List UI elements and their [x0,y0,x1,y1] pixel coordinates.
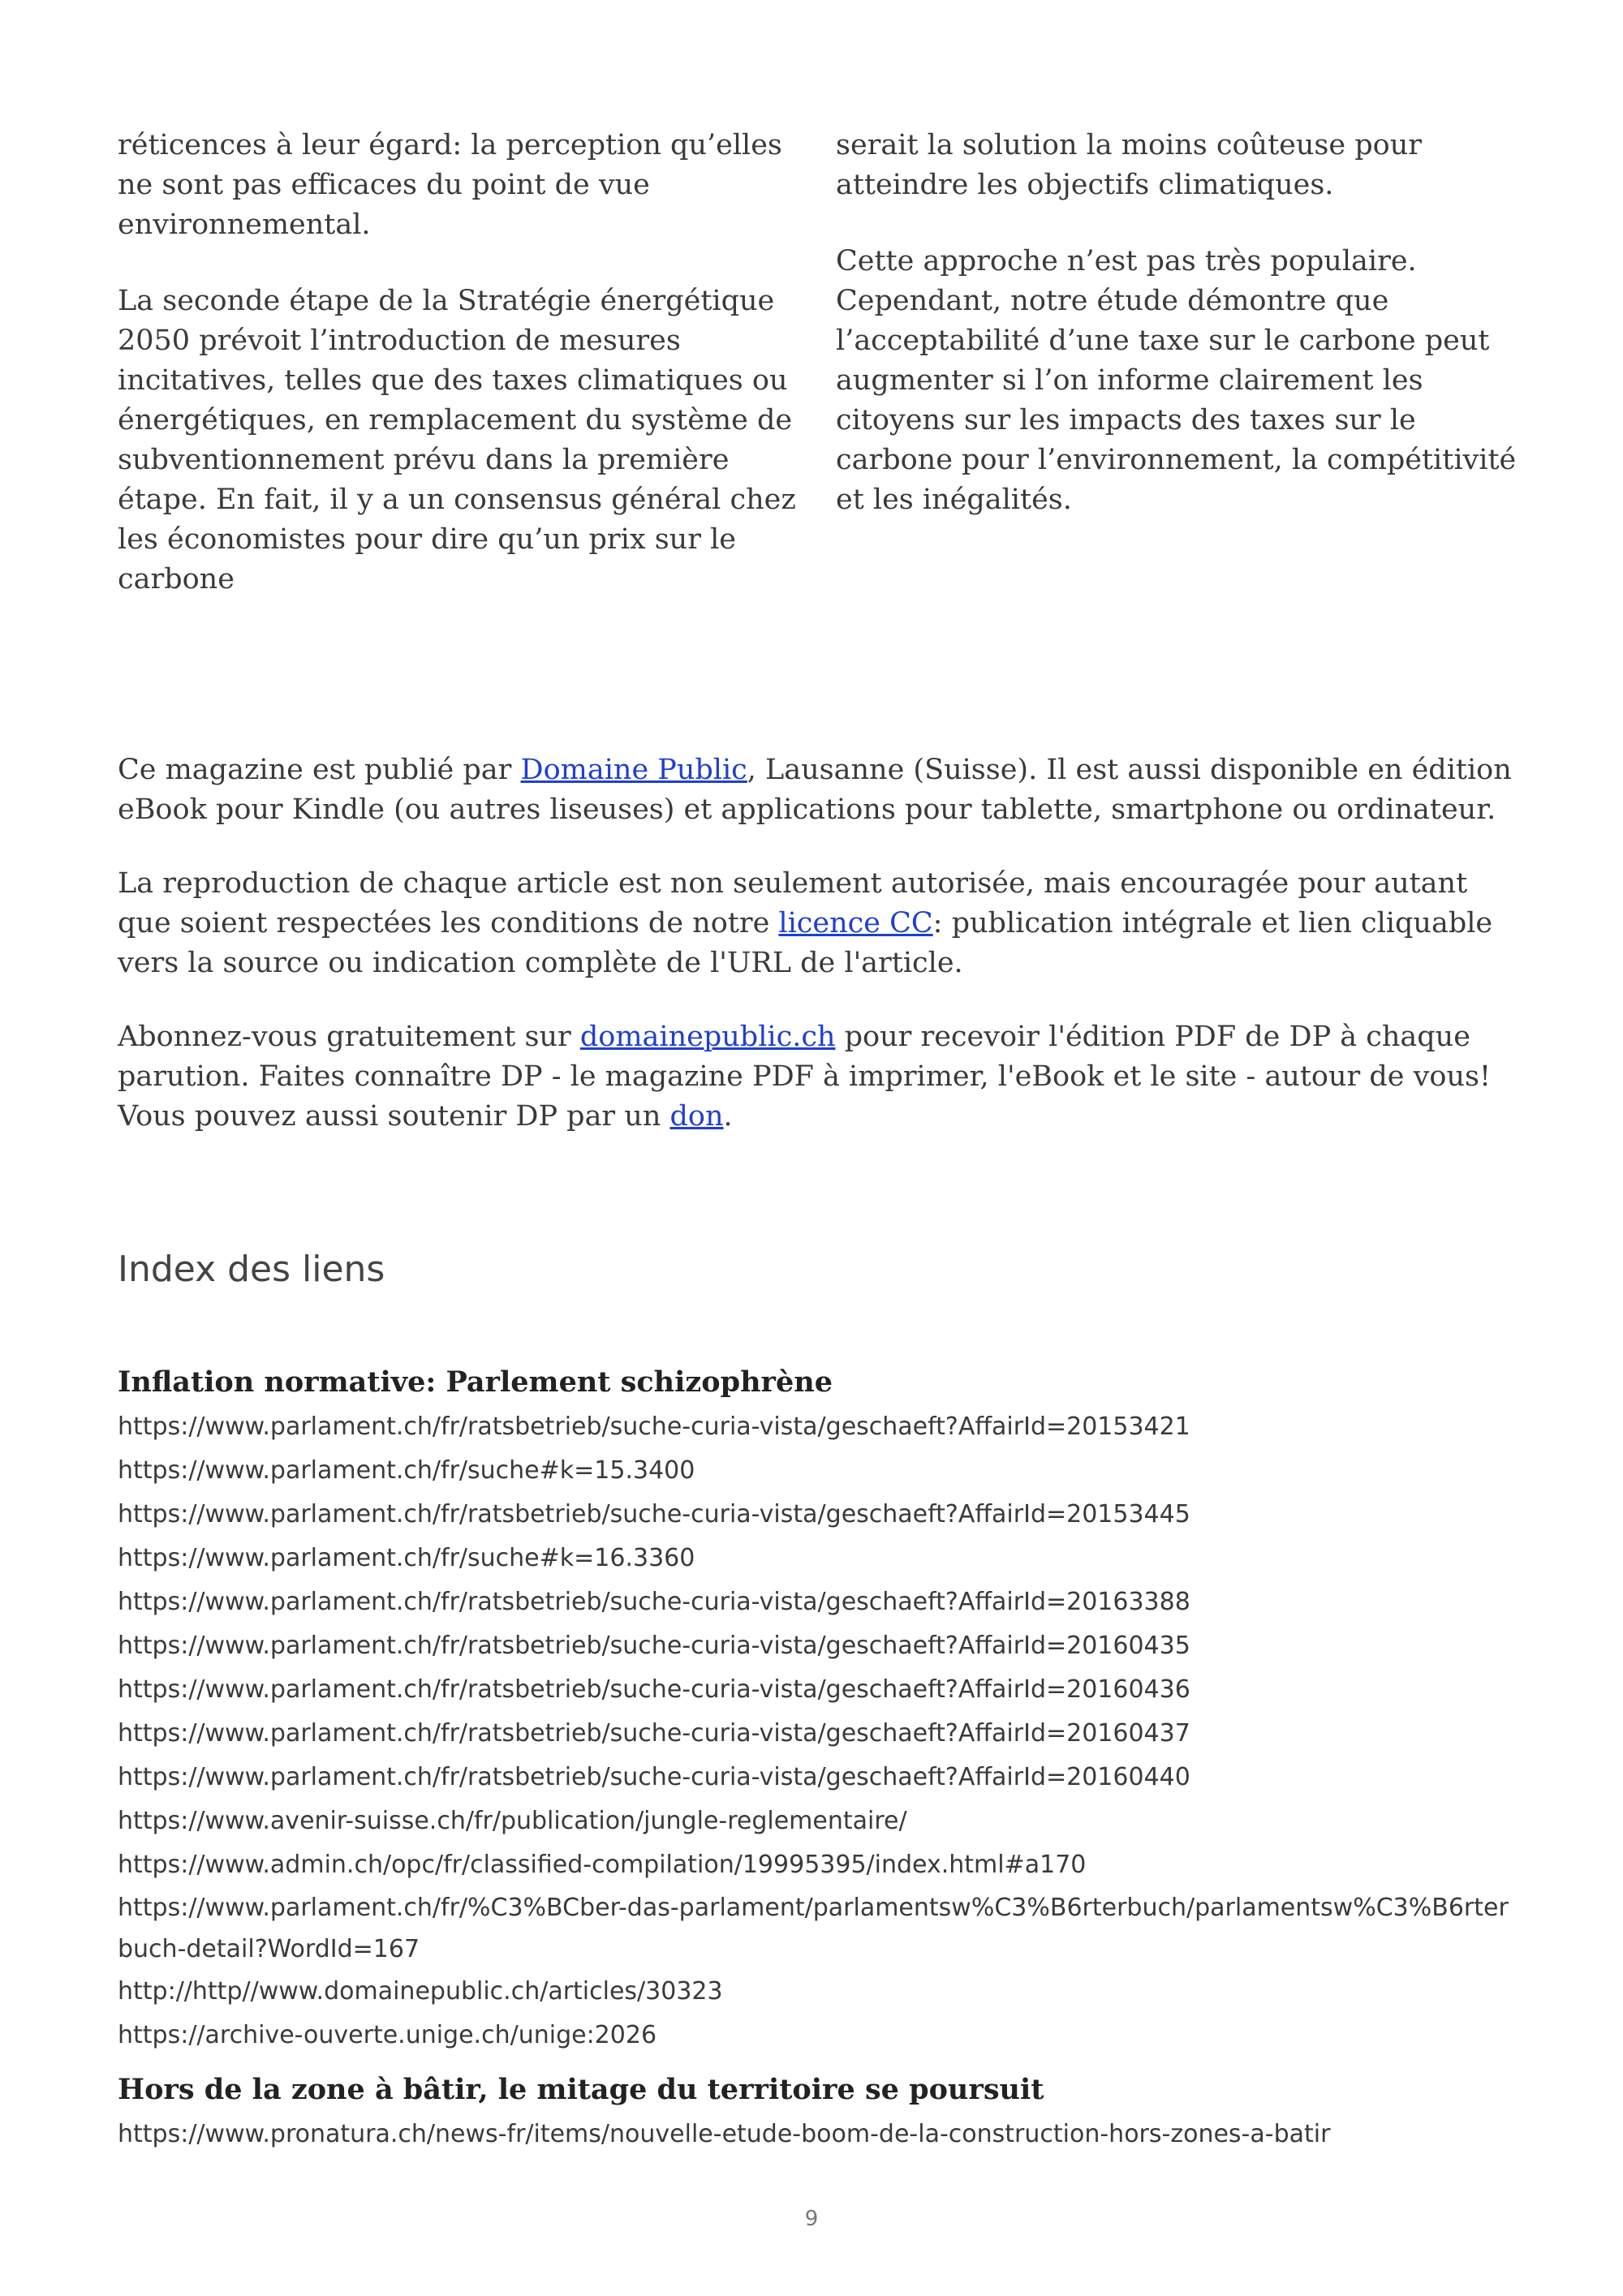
index-url[interactable]: https://www.parlament.ch/fr/suche#k=16.3360 [118,1544,695,1572]
article-paragraph: réticences à leur égard: la perception qu’elles ne sont pas efficaces du point de vue environnemental. [118,129,782,241]
index-url[interactable]: http://http//www.domainepublic.ch/articles/30323 [118,1977,723,2006]
url-list [118,2113,1522,2156]
index-url[interactable]: https://www.admin.ch/opc/fr/classified-compilation/19995395/index.html#a170 [118,1851,1087,1879]
article-paragraph: Cette approche n’est pas très populaire. Cependant, notre étude démontre que l’acceptabilité d’une taxe sur le carbone peut augmenter si l’on informe clairement les citoyens sur les impacts des taxes sur le carbone pour l’environnement, la compétitivité et les inégalités. [836,245,1517,516]
index-article-title: Hors de la zone à bâtir, le mitage du territoire se poursuit [118,2073,1044,2106]
index-url[interactable]: https://archive-ouverte.unige.ch/unige:2026 [118,2021,657,2049]
index-url[interactable]: https://www.parlament.ch/fr/suche#k=15.3400 [118,1456,695,1485]
index-url[interactable]: https://www.parlament.ch/fr/ratsbetrieb/suche-curia-vista/geschaeft?AffairId=20153421 [118,1412,1190,1441]
index-url[interactable]: https://www.pronatura.ch/news-fr/items/nouvelle-etude-boom-de-la-construction-hors-zones-a-batir [118,2120,1331,2148]
index-url[interactable]: https://www.parlament.ch/fr/ratsbetrieb/suche-curia-vista/geschaeft?AffairId=20160436 [118,1675,1190,1704]
domaine-public-link[interactable]: Domaine Public [520,754,747,786]
colophon-license: La reproduction de chaque article est non seulement autorisée, mais encouragée pour autant que soient respectées les conditions de notre licence CC: publication intégrale et lien cliquable vers la source ou indication complète de l'URL de l'article. [118,867,1493,979]
article-paragraph: serait la solution la moins coûteuse pour atteindre les objectifs climatiques. [836,129,1422,201]
index-url[interactable]: https://www.parlament.ch/fr/ratsbetrieb/suche-curia-vista/geschaeft?AffairId=20160440 [118,1763,1190,1791]
don-link[interactable]: don [669,1100,724,1133]
article-column-left [118,126,803,636]
index-title: Index des liens [118,1249,385,1290]
index-url[interactable]: https://www.parlament.ch/fr/ratsbetrieb/suche-curia-vista/geschaeft?AffairId=20160435 [118,1632,1190,1660]
page-number: 9 [804,2207,819,2231]
article-column-right [836,126,1522,557]
colophon-publisher: Ce magazine est publié par Domaine Public, Lausanne (Suisse). Il est aussi disponible en édition eBook pour Kindle (ou autres liseuses) et applications pour tablette, smartphone ou ordinateur. [118,754,1512,826]
url-list [118,1405,1522,2057]
article-paragraph: La seconde étape de la Stratégie énergétique 2050 prévoit l’introduction de mesures incitatives, telles que des taxes climatiques ou énergétiques, en remplacement du système de subventionnement prévu dans la première étape. En fait, il y a un consensus général chez les économistes pour dire qu’un prix sur le carbone [118,285,796,595]
index-article-title: Inflation normative: Parlement schizophrène [118,1365,833,1399]
index-url[interactable]: https://www.parlament.ch/fr/ratsbetrieb/suche-curia-vista/geschaeft?AffairId=20153445 [118,1500,1190,1529]
index-url[interactable]: https://www.avenir-suisse.ch/fr/publication/jungle-reglementaire/ [118,1807,907,1835]
colophon-subscribe: Abonnez-vous gratuitement sur domainepublic.ch pour recevoir l'édition PDF de DP à chaque parution. Faites connaître DP - le magazine PDF à imprimer, l'eBook et le site - autour de vous! Vous pouvez aussi soutenir DP par un don. [118,1021,1492,1133]
index-url[interactable]: https://www.parlament.ch/fr/ratsbetrieb/suche-curia-vista/geschaeft?AffairId=20163388 [118,1588,1190,1616]
licence-cc-link[interactable]: licence CC [778,907,933,939]
colophon [118,750,1522,1171]
index-url[interactable]: https://www.parlament.ch/fr/ratsbetrieb/suche-curia-vista/geschaeft?AffairId=20160437 [118,1719,1190,1748]
links-index [118,1361,1522,2168]
index-url[interactable]: https://www.parlament.ch/fr/%C3%BCber-das-parlament/parlamentsw%C3%B6rterbuch/parlamentsw%C3%B6rterbuch-detail?WordId=167 [118,1894,1509,1963]
domainepublic-link[interactable]: domainepublic.ch [579,1021,836,1053]
